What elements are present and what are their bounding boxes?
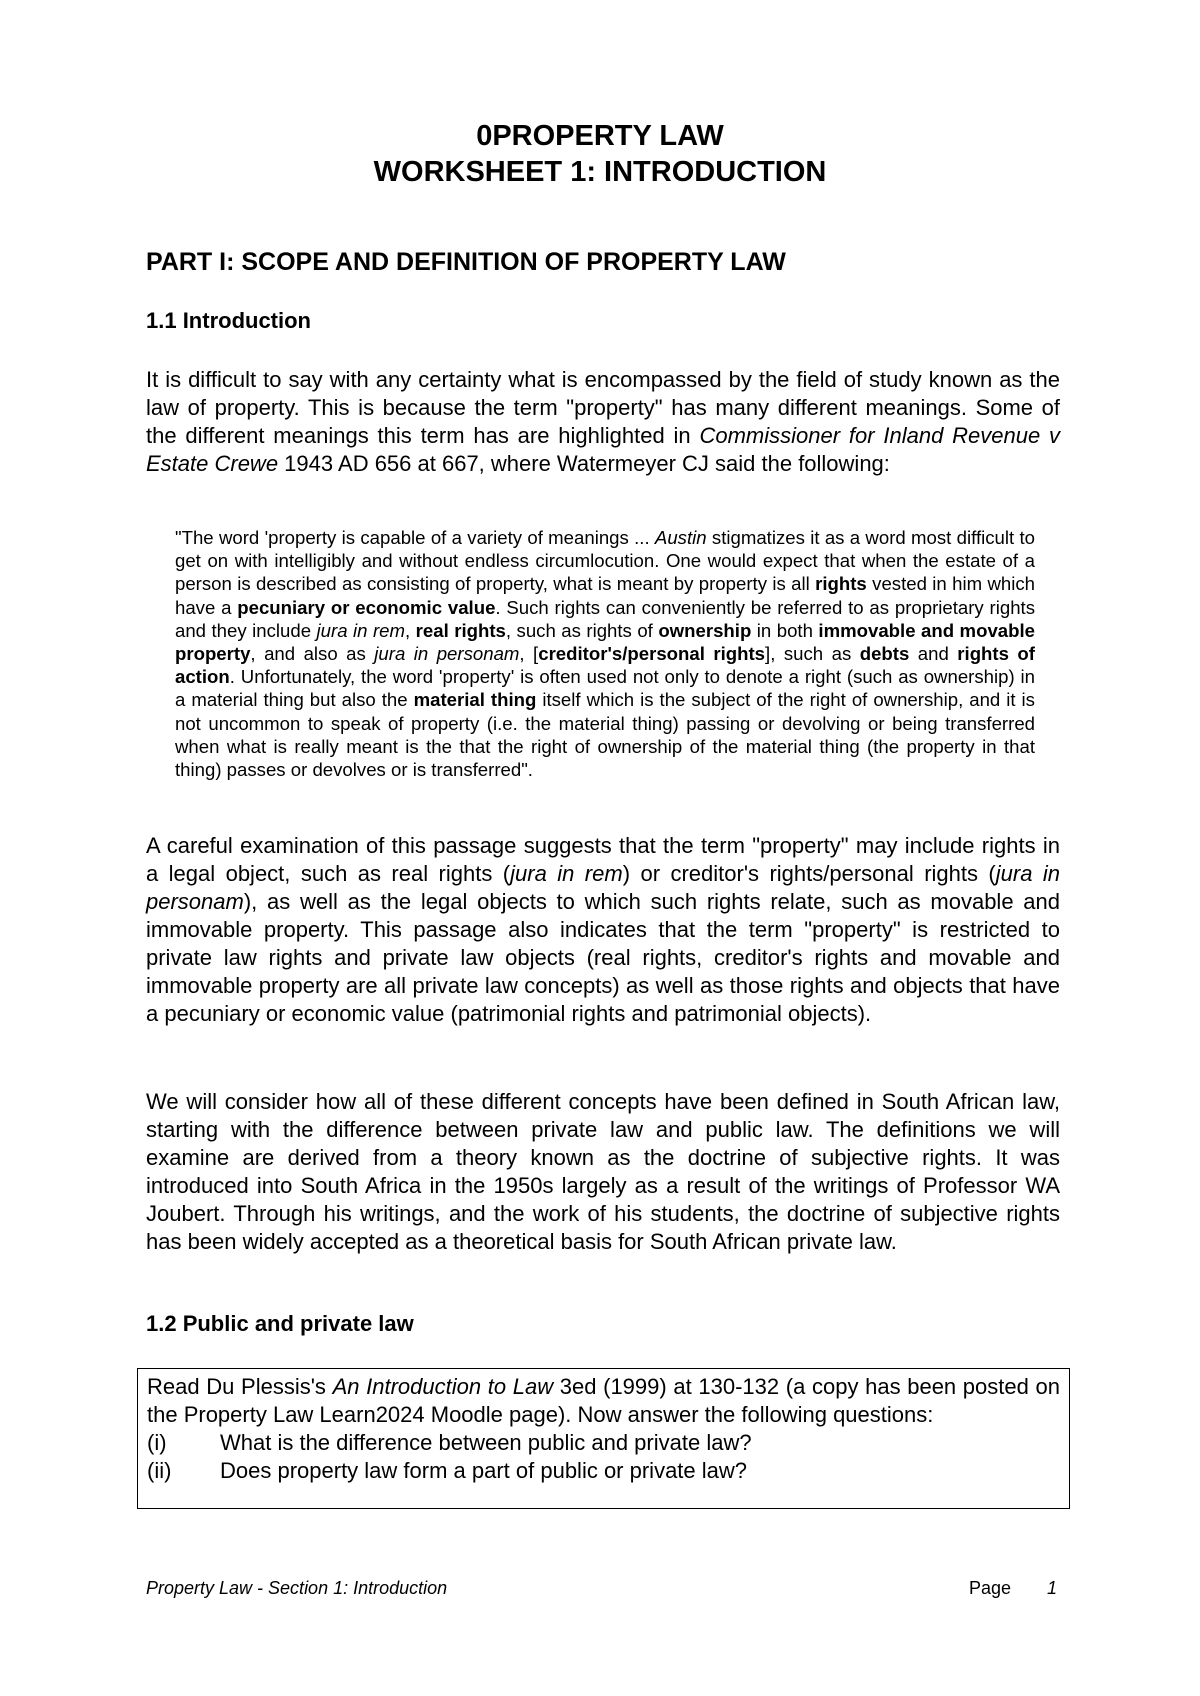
question-text: What is the difference between public and private law? [220, 1430, 752, 1455]
section-heading-1-1: 1.1 Introduction [146, 308, 311, 333]
text-run: , such as rights of [505, 619, 659, 641]
bold-text: pecuniary or economic value [237, 596, 496, 618]
text-run: ], such as [765, 643, 860, 665]
reading-instruction [147, 1373, 1060, 1429]
text-run: , [405, 619, 416, 641]
text-run: ) or creditor's rights/personal rights ( [622, 861, 996, 886]
bold-text: material thing [413, 689, 537, 711]
footer-page-number: 1 [1047, 1578, 1058, 1598]
section-heading-1-2: 1.2 Public and private law [146, 1311, 414, 1336]
text-run: and [909, 643, 958, 665]
intro-paragraph [146, 366, 1060, 478]
block-quote [175, 526, 1035, 781]
italic-text: jura in personam [146, 861, 1061, 914]
book-title: An Introduction to Law [332, 1374, 554, 1399]
text-run: stigmatizes it as a word most difficult to get on with intelligibly and without endless circumlocution. One would expect that when the estate of a person is described as consisting of property, what is meant by property is all [175, 527, 1036, 595]
question-item [147, 1457, 1060, 1485]
question-number: (i) [147, 1430, 167, 1455]
doctrine-paragraph: We will consider how all of these different concepts have been defined in South African law, starting with the difference between private law and public law. The definitions we will examine are derived from a theory known as the doctrine of subjective rights. It was introduced into South Africa in the 1950s largely as a result of the writings of Professor WA Joubert. Through his writings, and the work of his students, the doctrine of subjective rights has been widely accepted as a theoretical basis for South African private law. [146, 1089, 1060, 1254]
document-subtitle: WORKSHEET 1: INTRODUCTION [373, 156, 827, 188]
italic-text: jura in personam [374, 643, 520, 665]
text-run: itself which is the subject of the right of ownership, and it is not uncommon to speak of property (i.e. the material thing) passing or devolving or being transferred when what is really meant is the that the right of ownership of the material thing (the property in that thing) passes or devolves or is transferred". [175, 689, 1035, 781]
text-run: 3ed (1999) at 130-132 (a copy has been posted on the Property Law Learn2024 Moodle page). Now answer the following questions: [147, 1374, 1060, 1427]
bold-text: immovable and movable property [175, 619, 1035, 665]
bold-text: rights [815, 573, 867, 595]
text-run: , and also as [250, 643, 375, 665]
text-run: . Such rights can conveniently be referred to as proprietary rights and they include [175, 596, 1035, 641]
italic-text: jura in rem [510, 861, 623, 886]
italic-text: Austin [654, 527, 707, 548]
part-heading: PART I: SCOPE AND DEFINITION OF PROPERTY LAW [146, 248, 786, 276]
bold-text: ownership [658, 619, 752, 641]
text-run: in both [751, 619, 819, 641]
text-run: . Unfortunately, the word 'property' is often used not only to denote a right (such as ownership) in a material thing but also the [175, 666, 1035, 711]
analysis-paragraph [146, 832, 1060, 1028]
text-run: ), as well as the legal objects to which such rights relate, such as movable and immovable property. This passage also indicates that the term "property" is restricted to private law rights and private law objects (real rights, creditor's rights and movable and immovable property are all private law concepts) as well as those rights and objects that have a pecuniary or economic value (patrimonial rights and patrimonial objects). [146, 889, 1060, 1026]
case-citation: Commissioner for Inland Revenue v Estate Crewe [146, 423, 1060, 476]
text-run: Read Du Plessis's [147, 1374, 333, 1399]
text-run: It is difficult to say with any certainty what is encompassed by the field of study known as the law of property. This is because the term "property" has many different meanings. Some of the different meanings this term has are highlighted in [146, 367, 1060, 448]
text-run: "The word 'property is capable of a variety of meanings ... [175, 527, 655, 548]
italic-text: jura in rem [316, 619, 405, 641]
text-run: vested in him which have a [175, 573, 1035, 618]
bold-text: real rights [415, 619, 506, 641]
text-run: , [ [519, 643, 539, 665]
question-number: (ii) [147, 1458, 172, 1483]
footer-section-title: Property Law - Section 1: Introduction [146, 1578, 448, 1598]
text-run: 1943 AD 656 at 667, where Watermeyer CJ said the following: [278, 451, 890, 476]
text-run: A careful examination of this passage suggests that the term "property" may include rights in a legal object, such as real rights ( [146, 833, 1060, 886]
question-item [147, 1429, 1060, 1457]
bold-text: creditor's/personal rights [538, 643, 766, 665]
document-title: 0PROPERTY LAW [476, 120, 724, 152]
reading-task-box [137, 1368, 1070, 1509]
bold-text: debts [859, 643, 910, 665]
bold-text: rights of action [175, 643, 1035, 688]
footer-page-label: Page [969, 1578, 1012, 1598]
question-text: Does property law form a part of public or private law? [220, 1458, 748, 1483]
